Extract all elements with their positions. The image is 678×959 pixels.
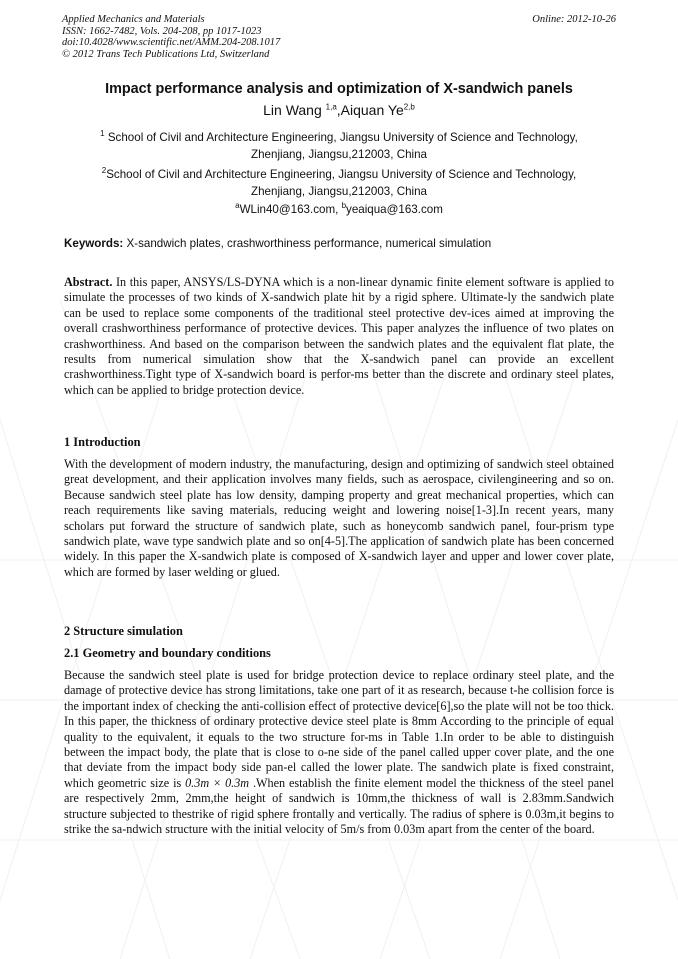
online-date: Online: 2012-10-26 bbox=[532, 14, 616, 25]
affiliation-2-line2: Zhenjiang, Jiangsu,212003, China bbox=[251, 185, 427, 198]
abstract-paragraph bbox=[64, 275, 614, 398]
journal-name: Applied Mechanics and Materials bbox=[62, 14, 205, 25]
affiliation-1 bbox=[60, 129, 618, 163]
geometry-size-math: 0.3m × 0.3m bbox=[185, 775, 250, 790]
affiliation-2-sup: 2 bbox=[101, 166, 107, 176]
author-1-sup: 1,a bbox=[325, 102, 337, 112]
doi-line: doi:10.4028/www.scientific.net/AMM.204-208.1017 bbox=[62, 37, 281, 49]
email-a-sup: a bbox=[235, 201, 240, 211]
author-line bbox=[40, 102, 638, 118]
affiliation-2 bbox=[60, 166, 618, 200]
author-2-sup: 2,b bbox=[403, 102, 415, 112]
issn-line: ISSN: 1662-7482, Vols. 204-208, pp 1017-1023 bbox=[62, 25, 262, 37]
affiliation-1-line1: School of Civil and Architecture Engineering, Jiangsu University of Science and Technology, bbox=[104, 131, 578, 144]
abstract-label: Abstract. bbox=[64, 275, 113, 289]
journal-header bbox=[62, 14, 280, 60]
email-a[interactable]: WLin40@163.com, bbox=[239, 203, 342, 216]
email-line bbox=[40, 203, 638, 216]
affiliation-1-line2: Zhenjiang, Jiangsu,212003, China bbox=[251, 148, 427, 161]
abstract-text: In this paper, ANSYS/LS-DYNA which is a non-linear dynamic finite element software is applied to simulate the processes of two kinds of X-sandwich plate hit by a rigid sphere. Ultimate-ly the sandwich plate can be used to replace some components of the traditional steel protective dev-ices aimed at improving the overall crashworthiness performance of protective devices. This paper analyzes the influence of two plates on crashworthiness. And based on the comparison between the sandwich plates and the equivalent flat plate, the results from numerical simulation show that the X-sandwich panel can provide an excellent crashworthiness.Tight type of X-sandwich board is perfor-ms better than the discrete and ordinary steel plates, which can be applied to bridge protection device. bbox=[64, 275, 614, 397]
section-heading-introduction: 1 Introduction bbox=[64, 435, 141, 449]
affiliation-2-line1: School of Civil and Architecture Engineering, Jiangsu University of Science and Technology, bbox=[106, 168, 577, 181]
section-heading-structure: 2 Structure simulation bbox=[64, 624, 183, 638]
copyright-line: © 2012 Trans Tech Publications Ltd, Switzerland bbox=[62, 48, 270, 60]
geometry-text-2: .When establish the finite element model the thickness of the steel panel are respectively 2mm, 2mm,the height of sandwich is 10mm,the thickness of wall is 2.83mm.Sandwich structure subjected to thestrike of rigid sphere frontally and vertically. The radius of sphere is 0.03m,it begins to strike the sa-ndwich structure with the initial velocity of 5m/s from 0.03m apart from the center of the board. bbox=[64, 775, 615, 837]
introduction-paragraph: With the development of modern industry, the manufacturing, design and optimizing of sandwich steel obtained great development, and their application involves many fields, such as aerospace, civilengineering and so on. Because sandwich steel plate has low density, damping property and great mechanical properties, which can reach requirements like saving materials, reducing weight and lowering noise[1-3].In recent years, many scholars put forward the structure of sandwich plate, such as honeycomb sandwich panel, four-prism type sandwich plate, wave type sandwich plate and so on[4-5].The application of sandwich plate has been concerned widely. In this paper the X-sandwich plate is composed of X-sandwich layer and upper and lower cover plate, which are formed by laser welding or glued. bbox=[64, 457, 614, 579]
author-1-name: Lin Wang bbox=[263, 102, 326, 118]
paper-title: Impact performance analysis and optimization of X-sandwich panels bbox=[105, 81, 573, 97]
keywords-text: X-sandwich plates, crashworthiness performance, numerical simulation bbox=[123, 237, 492, 250]
subsection-heading-geometry: 2.1 Geometry and boundary conditions bbox=[64, 646, 271, 660]
geometry-paragraph bbox=[64, 668, 614, 837]
keywords bbox=[64, 237, 491, 250]
email-b-sup: b bbox=[341, 201, 347, 211]
affiliation-1-sup: 1 bbox=[100, 129, 105, 139]
author-separator: , bbox=[336, 102, 341, 118]
author-2-name: Aiquan Ye bbox=[340, 102, 404, 118]
geometry-text-1: Because the sandwich steel plate is used for bridge protection device to replace ordinary steel plate, and the damage of protective device has strong limitations, take one part of it as research, because t-he collision force is the important index of checking the anti-collision effect of protective device[6],so the plate will not be too thick. In this paper, the thickness of ordinary protective device steel plate is 8mm According to the principle of equal quality to the equivalent, it equals to the two structure for-ms in Table 1.In order to be able to distinguish between the impact body, the plate that is close to o-ne side of the panel called upper cover plate, and the one that deviate from the impact body side pan-el called the lower plate. The sandwich plate is fixed constraint, which geometric size is bbox=[64, 668, 614, 790]
keywords-label: Keywords: bbox=[64, 237, 124, 250]
email-b[interactable]: yeaiqua@163.com bbox=[346, 203, 443, 216]
